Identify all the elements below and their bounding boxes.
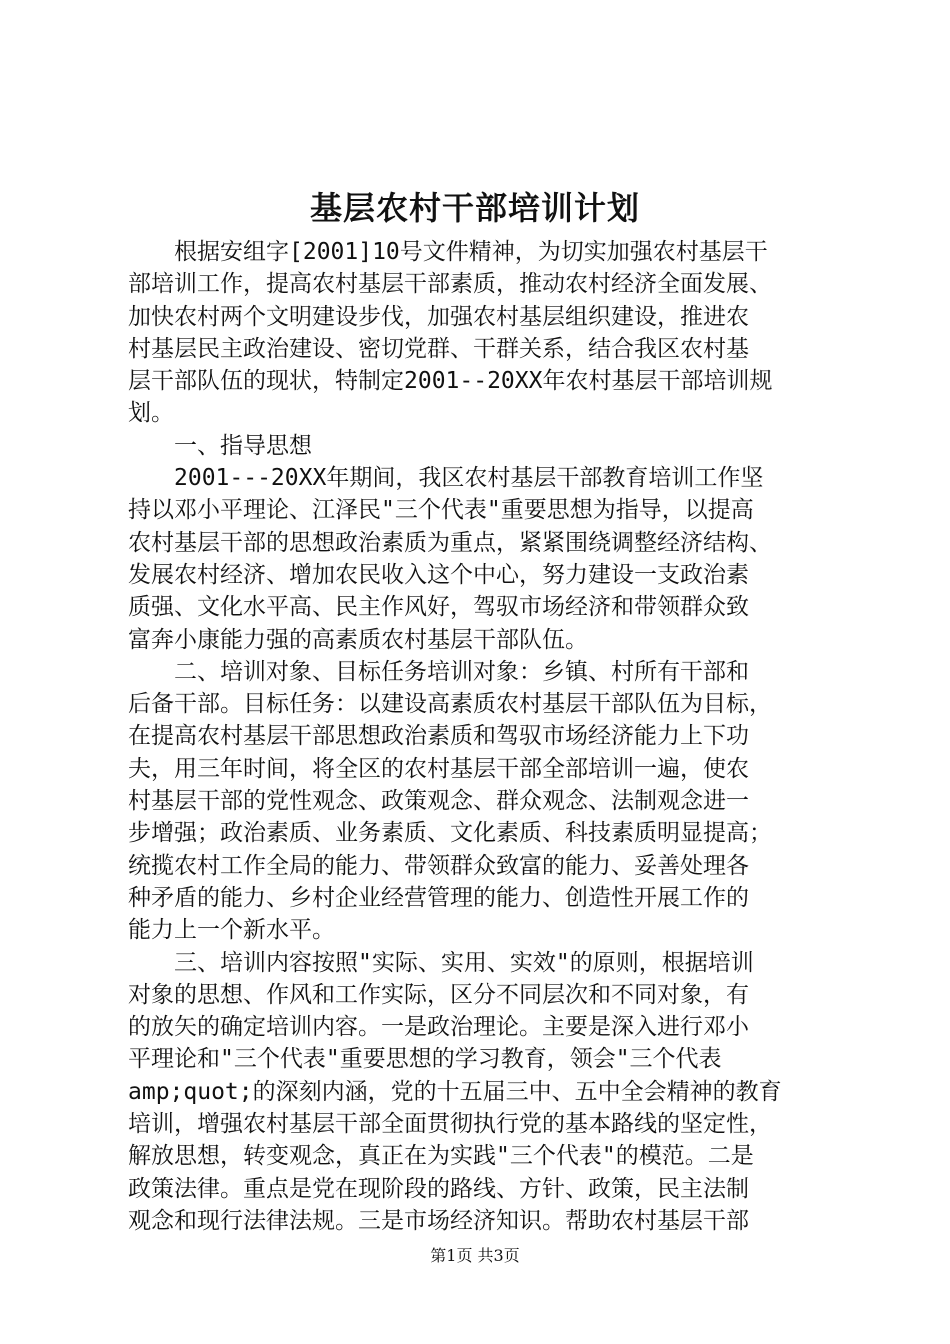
text-line: 加快农村两个文明建设步伐，加强农村基层组织建设，推进农 <box>128 303 749 330</box>
text-line: 的放矢的确定培训内容。一是政治理论。主要是深入进行邓小 <box>128 1014 749 1041</box>
text-line: 夫，用三年时间，将全区的农村基层干部全部培训一遍，使农 <box>128 755 749 782</box>
text-line: 平理论和"三个代表"重要思想的学习教育，领会"三个代表 <box>128 1046 722 1073</box>
document-body <box>128 236 833 1237</box>
text-line: 村基层干部的党性观念、政策观念、群众观念、法制观念进一 <box>128 788 749 815</box>
text-line: 持以邓小平理论、江泽民"三个代表"重要思想为指导，以提高 <box>128 497 754 524</box>
text-line: 种矛盾的能力、乡村企业经营管理的能力、创造性开展工作的 <box>128 884 749 911</box>
text-line: 二、培训对象、目标任务培训对象：乡镇、村所有干部和 <box>128 658 749 685</box>
text-line: 2001---20XX年期间，我区农村基层干部教育培训工作坚 <box>128 465 764 492</box>
text-line: 农村基层干部的思想政治素质为重点，紧紧围绕调整经济结构、 <box>128 529 772 556</box>
text-line: amp;quot;的深刻内涵，党的十五届三中、五中全会精神的教育 <box>128 1078 782 1105</box>
text-line: 根据安组字[2001]10号文件精神，为切实加强农村基层干 <box>128 239 768 265</box>
text-line: 发展农村经济、增加农民收入这个中心，努力建设一支政治素 <box>128 561 749 588</box>
text-line: 一、指导思想 <box>128 432 312 459</box>
text-line: 层干部队伍的现状，特制定2001--20XX年农村基层干部培训规 <box>128 368 773 395</box>
text-line: 三、培训内容按照"实际、实用、实效"的原则，根据培训 <box>128 949 754 976</box>
text-line: 部培训工作，提高农村基层干部素质，推动农村经济全面发展、 <box>128 271 772 298</box>
text-line: 村基层民主政治建设、密切党群、干群关系，结合我区农村基 <box>128 335 749 362</box>
text-line: 观念和现行法律法规。三是市场经济知识。帮助农村基层干部 <box>128 1207 749 1234</box>
text-line: 在提高农村基层干部思想政治素质和驾驭市场经济能力上下功 <box>128 723 749 750</box>
text-line: 划。 <box>128 400 174 427</box>
page-footer: 第1页 共3页 <box>430 1246 520 1265</box>
text-line: 政策法律。重点是党在现阶段的路线、方针、政策，民主法制 <box>128 1175 749 1202</box>
text-line: 能力上一个新水平。 <box>128 917 335 944</box>
text-line: 富奔小康能力强的高素质农村基层干部队伍。 <box>128 626 588 653</box>
text-line: 解放思想，转变观念，真正在为实践"三个代表"的模范。二是 <box>128 1143 754 1170</box>
text-line: 对象的思想、作风和工作实际，区分不同层次和不同对象，有 <box>128 981 749 1008</box>
text-line: 质强、文化水平高、民主作风好，驾驭市场经济和带领群众致 <box>128 594 749 621</box>
text-line: 后备干部。目标任务：以建设高素质农村基层干部队伍为目标， <box>128 691 772 718</box>
document-title: 基层农村干部培训计划 <box>309 189 640 227</box>
text-line: 培训，增强农村基层干部全面贯彻执行党的基本路线的坚定性， <box>128 1111 772 1138</box>
text-line: 步增强；政治素质、业务素质、文化素质、科技素质明显提高； <box>128 820 772 847</box>
text-line: 统揽农村工作全局的能力、带领群众致富的能力、妥善处理各 <box>128 852 749 879</box>
